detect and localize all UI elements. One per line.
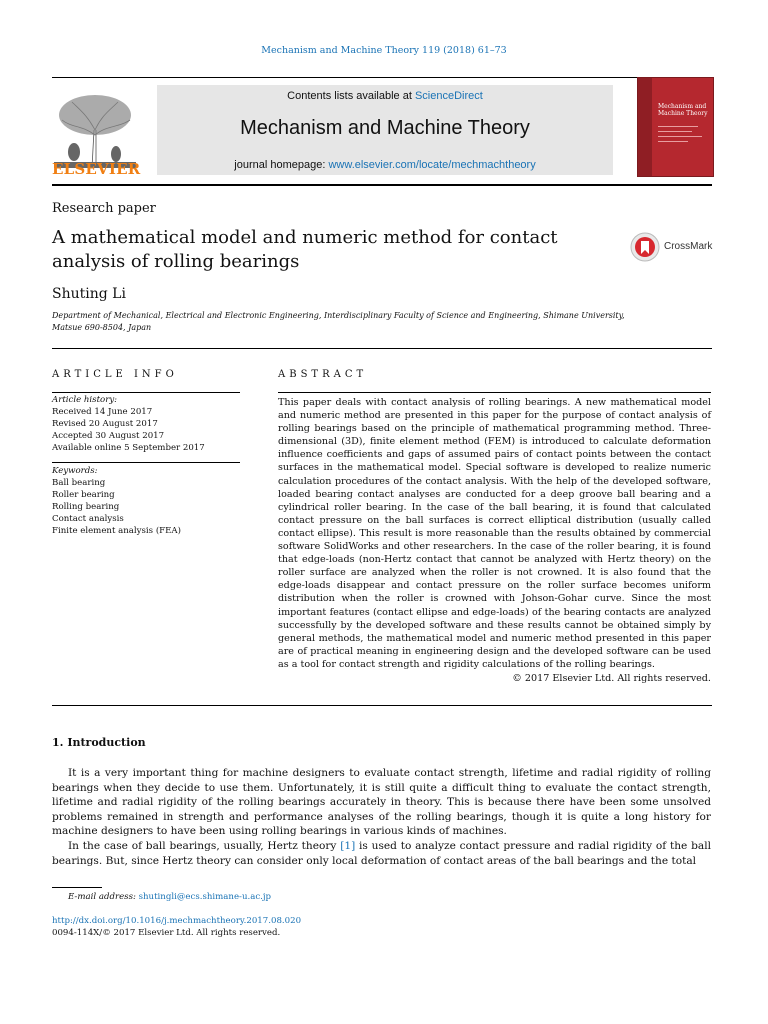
email-label: E-mail address:: [68, 892, 136, 902]
journal-title: Mechanism and Machine Theory: [240, 117, 530, 139]
article-info-heading: ARTICLE INFO: [52, 369, 178, 380]
affiliation-rule: [52, 348, 712, 349]
article-history: [52, 394, 240, 454]
section-label: Research paper: [52, 201, 156, 216]
cover-title: Mechanism and Machine Theory: [658, 103, 708, 117]
header-bottom-rule: [52, 184, 712, 186]
cover-spine: [638, 78, 652, 176]
keyword-item: Rolling bearing: [52, 502, 120, 512]
abstract-bottom-rule: [52, 705, 712, 706]
elsevier-wordmark: ELSEVIER: [52, 160, 141, 178]
author-email: [68, 892, 271, 902]
crossmark-label: CrossMark: [664, 241, 713, 252]
article-history-label: Article history:: [52, 395, 118, 405]
intro-p2-text-cont: is used to analyze contact pressure and radial rigidity of the ball bearings. But, since Hertz theory can consider only local deformation of contact areas of the ball bearings and the total: [52, 839, 711, 867]
author-affiliation: Department of Mechanical, Electrical and Electronic Engineering, Interdisciplinary Faculty of Science and Engineering, Shimane University, Matsue 690-8504, Japan: [52, 311, 625, 332]
journal-cover-thumbnail[interactable]: [637, 77, 714, 177]
keyword-item: Ball bearing: [52, 478, 106, 488]
crossmark-icon: [630, 232, 660, 262]
contents-prefix: Contents lists available at: [287, 90, 415, 102]
history-received: Received 14 June 2017: [52, 407, 153, 417]
doi-link[interactable]: http://dx.doi.org/10.1016/j.mechmachtheory.2017.08.020: [52, 916, 302, 926]
keywords-label: Keywords:: [52, 466, 98, 476]
author-name[interactable]: Shuting Li: [52, 286, 126, 302]
history-online: Available online 5 September 2017: [52, 443, 205, 453]
journal-header: [52, 77, 712, 182]
keyword-item: Contact analysis: [52, 514, 124, 524]
intro-paragraph-2: [52, 839, 711, 868]
introduction-body: [52, 766, 711, 868]
abstract-heading: ABSTRACT: [278, 369, 368, 380]
footnote-rule: [52, 887, 102, 888]
keywords: [52, 465, 240, 537]
intro-p2-text: In the case of ball bearings, usually, Hertz theory: [68, 839, 341, 852]
paper-title: A mathematical model and numeric method for contact analysis of rolling bearings: [52, 227, 558, 272]
reference-link-1[interactable]: [1]: [340, 839, 356, 852]
keyword-item: Finite element analysis (FEA): [52, 526, 181, 536]
abstract-text: This paper deals with contact analysis of rolling bearings. A new mathematical model and numeric method are presented in this paper for the purpose of contact analysis of rolling bearings based on the principle of mathematical programming method. Three-dimensional (3D), finite element method (FEM) is introduced to calculate deformation influence coefficients and gaps of assumed pairs of contact points between the contact surfaces in the mathematical model. Special software is developed to realize numeric calculation procedures of the contact analysis. With the help of the developed software, loaded bearing contact analyses are conducted for a deep groove ball bearing and a cylindrical roller bearing. In the case of the ball bearing, it is found that calculated contact pressure on the ball surfaces is correct elliptical distribution (usually called contact ellipse). This result is more reasonable than the results obtained by commercial software SolidWorks and other researchers. In the case of the roller bearing, it is found that edge-loads (non-Hertz contact that cannot be analyzed with Hertz theory) on the roller surface are analyzed when the roller is not crowned. It is also found that the edge-loads disappear and contact pressure on the roller surface becomes uniform distribution when the roller is crowned with Johson-Gohar curve. Since the most important features (contact ellipse and edge-loads) of the bearing contacts are analyzed successfully by the developed software and these results cannot be obtained simply by general methods, the mathematical model and numeric method presented in this paper are of practical meaning in engineering design and the developed software can be used as a tool for contact strength and rigidity calculations of the rolling bearings.: [278, 397, 711, 670]
abstract-copyright: © 2017 Elsevier Ltd. All rights reserved.: [512, 673, 711, 684]
keyword-item: Roller bearing: [52, 490, 115, 500]
homepage-prefix: journal homepage:: [234, 159, 329, 171]
introduction-heading: 1. Introduction: [52, 736, 146, 749]
journal-homepage-link[interactable]: www.elsevier.com/locate/mechmachtheory: [328, 159, 536, 171]
keywords-rule: [52, 462, 240, 463]
history-revised: Revised 20 August 2017: [52, 419, 158, 429]
crossmark-badge[interactable]: [630, 232, 715, 262]
abstract-rule: [278, 392, 711, 393]
history-accepted: Accepted 30 August 2017: [52, 431, 165, 441]
email-link[interactable]: shutingli@ecs.shimane-u.ac.jp: [138, 892, 272, 902]
article-info-rule: [52, 392, 240, 393]
homepage-line: [157, 159, 613, 171]
journal-citation[interactable]: Mechanism and Machine Theory 119 (2018) 61–73: [261, 45, 507, 56]
issn-copyright: 0094-114X/© 2017 Elsevier Ltd. All rights reserved.: [52, 928, 281, 938]
intro-paragraph-1: It is a very important thing for machine designers to evaluate contact strength, lifetime and radial rigidity of rolling bearings when they decide to use them. Unfortunately, it is still quite a difficult thing to evaluate the contact strength, lifetime and radial rigidity of the rolling bearings accurately in theory. This is because there have been some unsolved problems remained in strength and performance analyses of the rolling bearings, though it is quite a long history for machine designers to have been using rolling bearings in various kinds of machines.: [52, 767, 711, 838]
journal-info-box: [157, 85, 613, 175]
sciencedirect-link[interactable]: ScienceDirect: [414, 90, 483, 102]
contents-line: [157, 90, 613, 102]
